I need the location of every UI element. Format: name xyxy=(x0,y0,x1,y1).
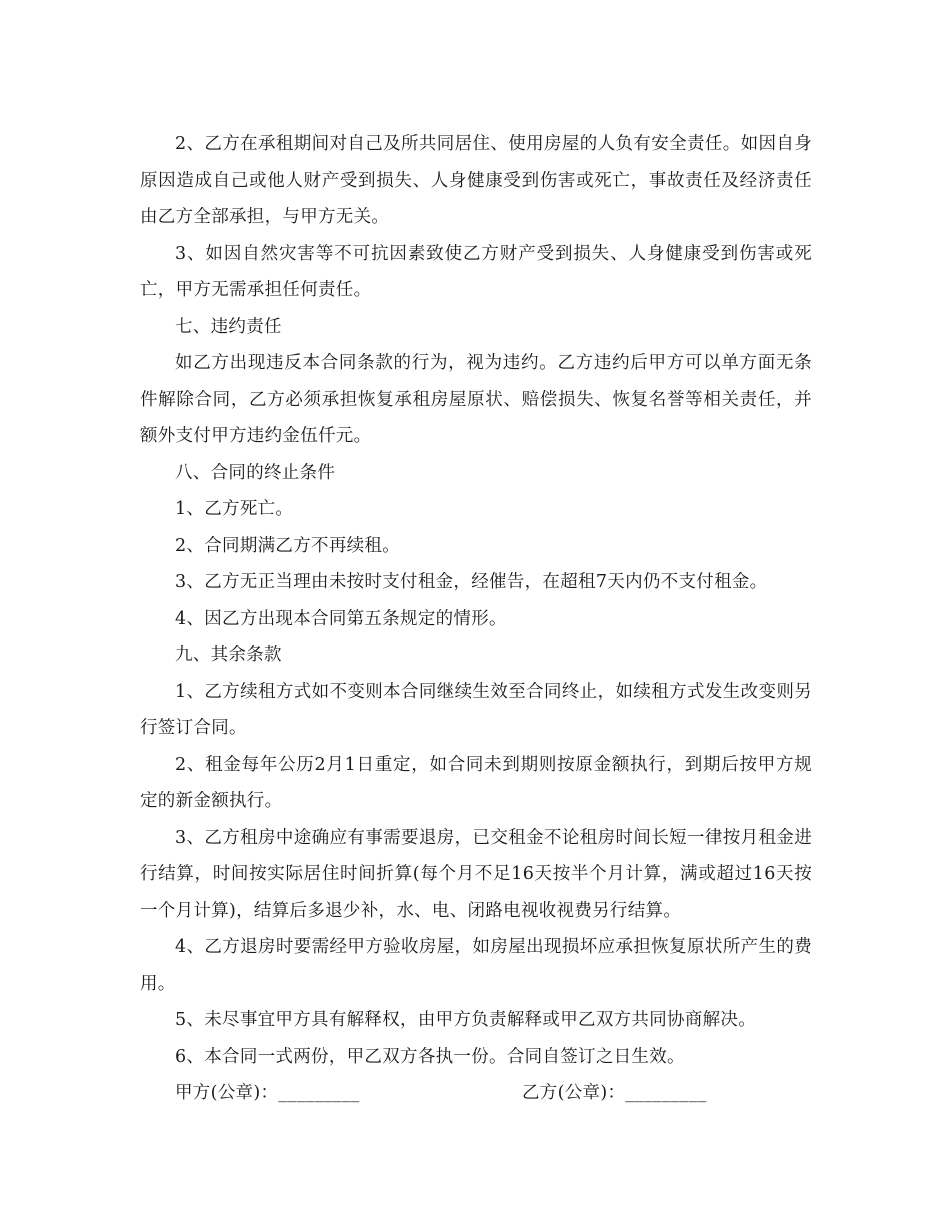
clause-paragraph: 如乙方出现违反本合同条款的行为，视为违约。乙方违约后甲方可以单方面无条件解除合同，乙方必须承担恢复承租房屋原状、赔偿损失、恢复名誉等相关责任，并额外支付甲方违约金伍仟元。 xyxy=(140,353,812,446)
clause-paragraph: 5、未尽事宜甲方具有解释权，由甲方负责解释或甲乙双方共同协商解决。 xyxy=(175,1010,757,1030)
party-b-signature: 乙方(公章)：_________ xyxy=(522,1083,707,1103)
clause-paragraph: 3、乙方无正当理由未按时支付租金，经催告，在超租7天内仍不支付租金。 xyxy=(175,572,768,592)
clause-paragraph: 2、乙方在承租期间对自己及所共同居住、使用房屋的人负有安全责任。如因自身原因造成自己或他人财产受到损失、人身健康受到伤害或死亡，事故责任及经济责任由乙方全部承担，与甲方无关。 xyxy=(140,134,812,227)
clause-paragraph: 2、租金每年公历2月1日重定，如合同未到期则按原金额执行，到期后按甲方规定的新金额执行。 xyxy=(140,754,812,811)
clause-paragraph: 3、如因自然灾害等不可抗因素致使乙方财产受到损失、人身健康受到伤害或死亡，甲方无需承担任何责任。 xyxy=(140,243,812,300)
document-body xyxy=(140,126,812,1112)
clause-paragraph: 4、乙方退房时要需经甲方验收房屋，如房屋出现损坏应承担恢复原状所产生的费用。 xyxy=(140,937,812,994)
clause-paragraph: 2、合同期满乙方不再续租。 xyxy=(175,535,401,556)
section-heading: 七、违约责任 xyxy=(175,316,282,337)
party-a-signature: 甲方(公章)：_________ xyxy=(175,1083,360,1103)
signature-row xyxy=(140,1075,812,1112)
clause-paragraph: 1、乙方续租方式如不变则本合同继续生效至合同终止，如续租方式发生改变则另行签订合同。 xyxy=(140,681,812,738)
section-heading: 九、其余条款 xyxy=(175,645,282,665)
section-heading: 八、合同的终止条件 xyxy=(175,462,336,483)
clause-paragraph: 1、乙方死亡。 xyxy=(175,499,294,519)
clause-paragraph: 4、因乙方出现本合同第五条规定的情形。 xyxy=(175,608,507,629)
clause-paragraph: 6、本合同一式两份，甲乙双方各执一份。合同自签订之日生效。 xyxy=(175,1046,685,1067)
clause-paragraph: 3、乙方租房中途确应有事需要退房，已交租金不论租房时间长短一律按月租金进行结算，时间按实际居住时间折算(每个月不足16天按半个月计算，满或超过16天按一个月计算)，结算后多退少补，水、电、闭路电视收视费另行结算。 xyxy=(140,827,812,921)
